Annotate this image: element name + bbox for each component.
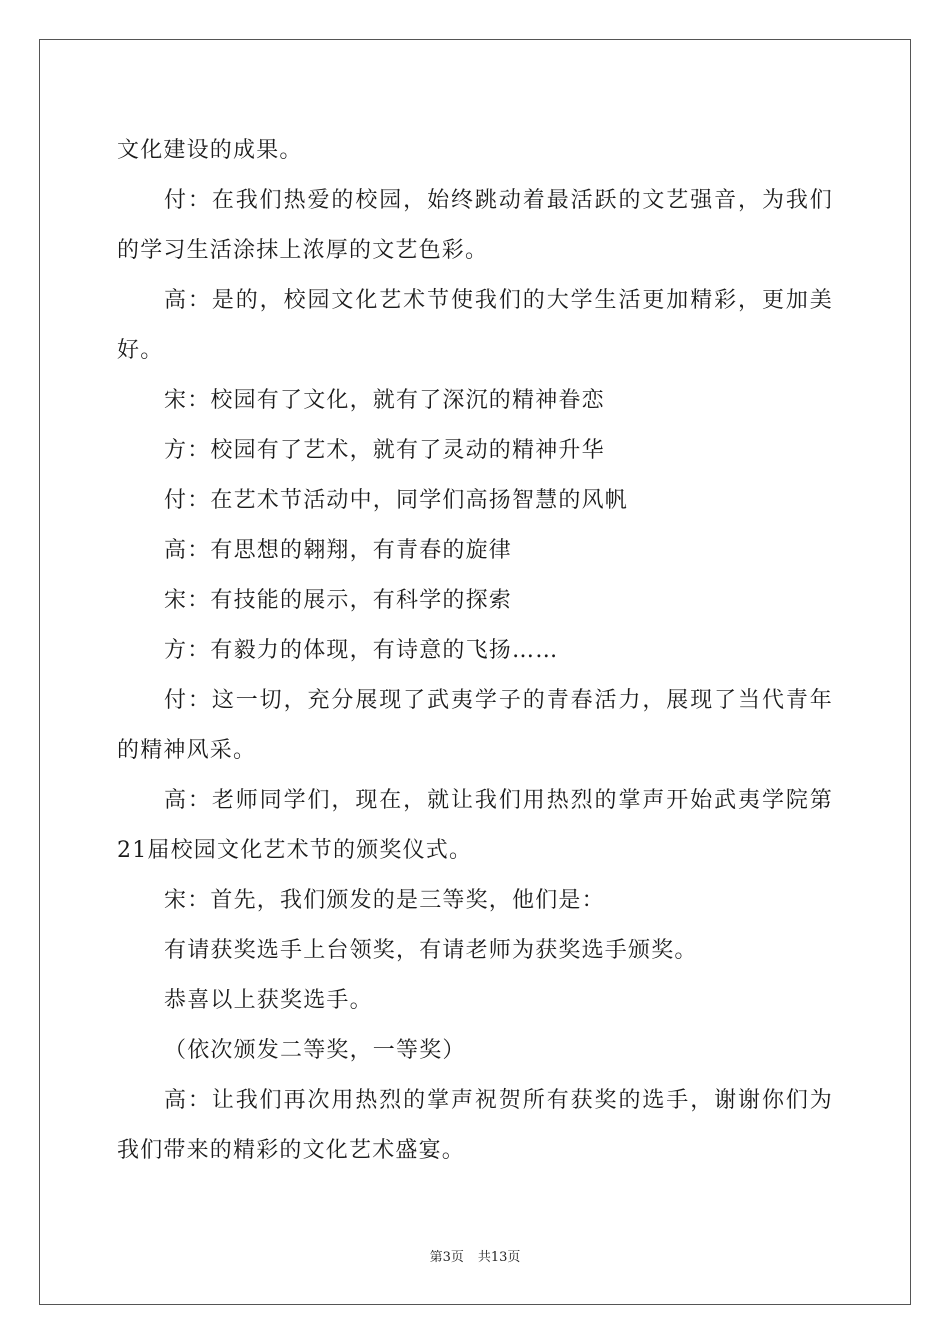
paragraph: 高：是的，校园文化艺术节使我们的大学生活更加精彩，更加美好。 bbox=[117, 288, 833, 363]
paragraph: 付：在我们热爱的校园，始终跳动着最活跃的文艺强音，为我们的学习生活涂抹上浓厚的文艺色彩。 bbox=[117, 188, 833, 263]
paragraph: 文化建设的成果。 bbox=[117, 138, 303, 163]
paragraph: 宋：校园有了文化，就有了深沉的精神眷恋 bbox=[164, 388, 605, 413]
paragraph: 付：这一切，充分展现了武夷学子的青春活力，展现了当代青年的精神风采。 bbox=[117, 688, 833, 763]
page-total: 共13页 bbox=[477, 1250, 521, 1265]
paragraph: 宋：首先，我们颁发的是三等奖，他们是： bbox=[164, 888, 605, 913]
paragraph: 有请获奖选手上台领奖，有请老师为获奖选手颁奖。 bbox=[164, 938, 698, 963]
paragraph: 恭喜以上获奖选手。 bbox=[164, 988, 373, 1013]
paragraph: 付：在艺术节活动中，同学们高扬智慧的风帆 bbox=[164, 488, 629, 513]
page-footer bbox=[0, 1248, 950, 1268]
paragraph: 高：老师同学们，现在，就让我们用热烈的掌声开始武夷学院第21届校园文化艺术节的颁奖仪式。 bbox=[117, 788, 833, 863]
paragraph: 高：有思想的翱翔，有青春的旋律 bbox=[164, 538, 513, 563]
paragraph: 方：有毅力的体现，有诗意的飞扬…… bbox=[164, 638, 559, 663]
paragraph: 高：让我们再次用热烈的掌声祝贺所有获奖的选手，谢谢你们为我们带来的精彩的文化艺术盛宴。 bbox=[117, 1088, 833, 1163]
paragraph: （依次颁发二等奖，一等奖） bbox=[164, 1038, 466, 1063]
paragraph: 方：校园有了艺术，就有了灵动的精神升华 bbox=[164, 438, 605, 463]
page-number: 第3页 bbox=[429, 1250, 464, 1265]
paragraph: 宋：有技能的展示，有科学的探索 bbox=[164, 588, 513, 613]
document-body bbox=[117, 126, 833, 1176]
